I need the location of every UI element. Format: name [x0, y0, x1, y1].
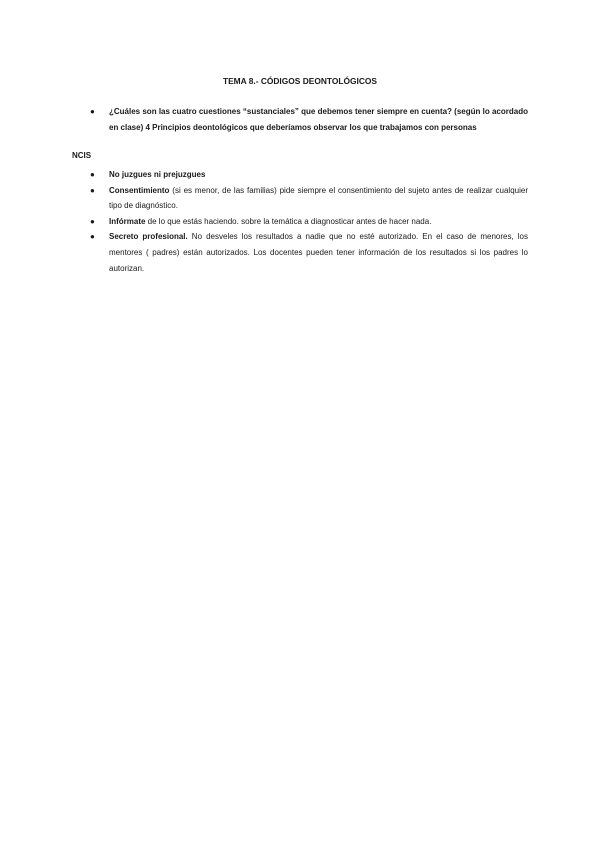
intro-item — [72, 104, 528, 135]
list-item — [72, 167, 528, 183]
list-item — [72, 229, 528, 276]
page-title: TEMA 8.- CÓDIGOS DEONTOLÓGICOS — [222, 76, 378, 86]
item-bold-text: Infórmate — [109, 216, 146, 226]
item-bold-text: Consentimiento — [109, 185, 170, 195]
bullet-icon: ● — [90, 232, 95, 242]
item-bold-text: No juzgues ni prejuzgues — [109, 170, 206, 179]
list-item — [72, 183, 528, 214]
intro-text: ¿Cuáles son las cuatro cuestiones “sustanciales” que debemos tener siempre en cuenta? (según lo acordado en clase) 4 Principios deontológicos que deberíamos observar los que trabajamos con personas — [109, 107, 528, 132]
item-text: de lo que estás haciendo. sobre la temática a diagnosticar antes de hacer nada. — [145, 216, 432, 226]
bullet-icon: ● — [90, 107, 95, 116]
section-heading: NCIS — [72, 151, 92, 160]
principles-list — [72, 167, 528, 276]
list-item — [72, 214, 528, 230]
item-text: No desveles los resultados a nadie que no esté autorizado. En el caso de menores, los mentores ( padres) están autorizados. Los docentes pueden tener información de los resultados si los padres lo autorizan. — [109, 232, 528, 273]
bullet-icon: ● — [90, 185, 95, 195]
item-bold-text: Secreto profesional. — [109, 232, 188, 242]
item-text: (si es menor, de las familias) pide siempre el consentimiento del sujeto antes de realizar cualquier tipo de diagnóstico. — [109, 185, 528, 211]
bullet-icon: ● — [90, 170, 95, 179]
bullet-icon: ● — [90, 216, 95, 226]
intro-list — [72, 104, 528, 135]
